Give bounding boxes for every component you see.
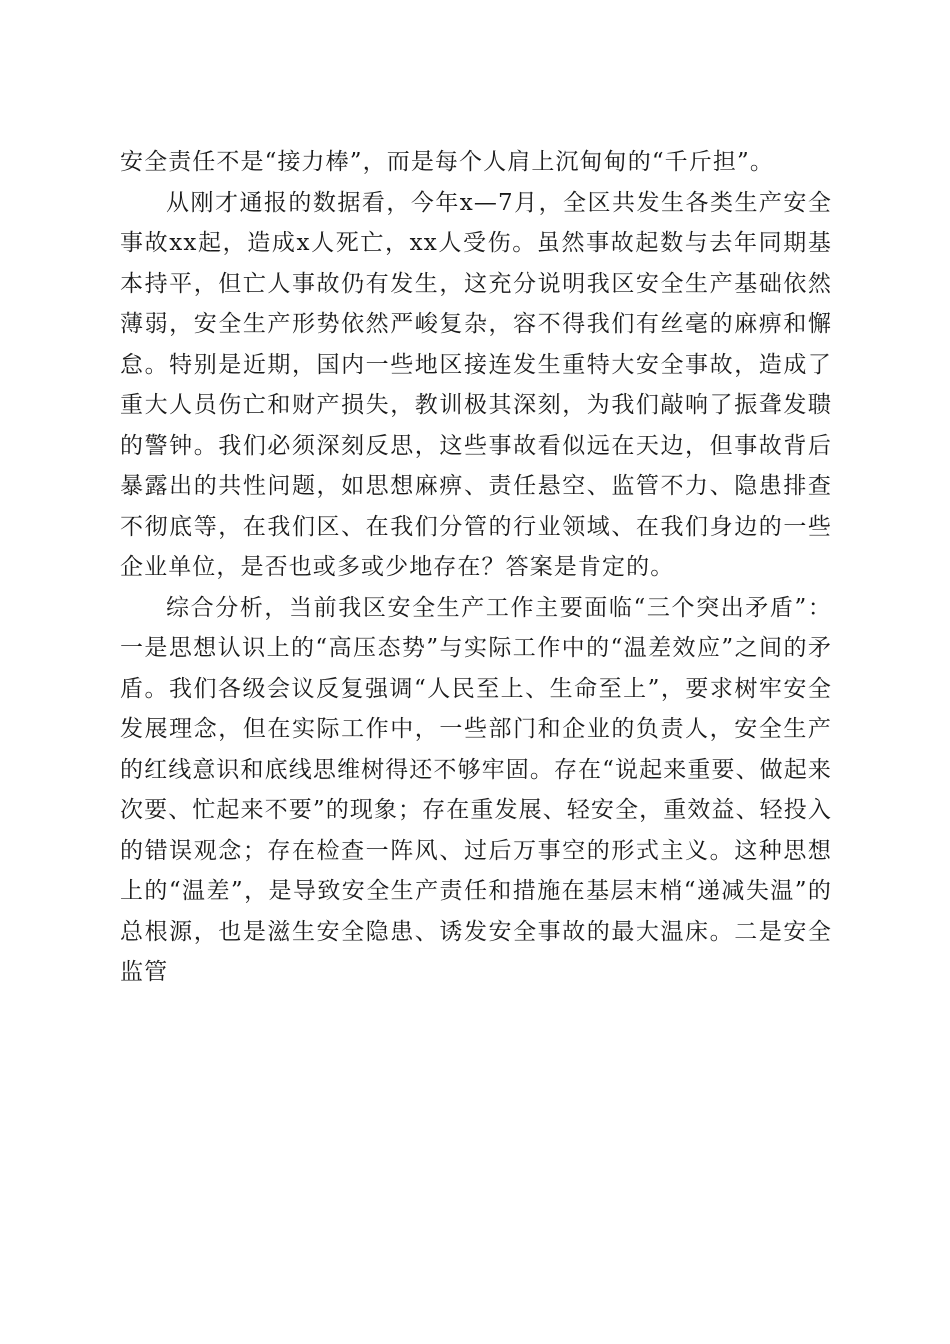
- paragraph-accident-data: 从刚才通报的数据看，今年x—7月，全区共发生各类生产安全事故xx起，造成x人死亡，xx人受伤。虽然事故起数与去年同期基本持平，但亡人事故仍有发生，这充分说明我区安全生产基础依然薄弱，安全生产形势依然严峻复杂，容不得我们有丝毫的麻痹和懈怠。特别是近期，国内一些地区接连发生重特大安全事故，造成了重大人员伤亡和财产损失，教训极其深刻，为我们敲响了振聋发聩的警钟。我们必须深刻反思，这些事故看似远在天边，但事故背后暴露出的共性问题，如思想麻痹、责任悬空、监管不力、隐患排查不彻底等，在我们区、在我们分管的行业领域、在我们身边的一些企业单位，是否也或多或少地存在？答案是肯定的。: [120, 189, 832, 580]
- document-body: [120, 142, 832, 993]
- paragraph-continuation: 安全责任不是“接力棒”，而是每个人肩上沉甸甸的“千斤担”。: [120, 149, 774, 175]
- paragraph-analysis: 综合分析，当前我区安全生产工作主要面临“三个突出矛盾”：一是思想认识上的“高压态势”与实际工作中的“温差效应”之间的矛盾。我们各级会议反复强调“人民至上、生命至上”，要求树牢安全发展理念，但在实际工作中，一些部门和企业的负责人，安全生产的红线意识和底线思维树得还不够牢固。存在“说起来重要、做起来次要、忙起来不要”的现象；存在重发展、轻安全，重效益、轻投入的错误观念；存在检查一阵风、过后万事空的形式主义。这种思想上的“温差”，是导致安全生产责任和措施在基层末梢“递减失温”的总根源，也是滋生安全隐患、诱发安全事故的最大温床。二是安全监管: [120, 594, 832, 985]
